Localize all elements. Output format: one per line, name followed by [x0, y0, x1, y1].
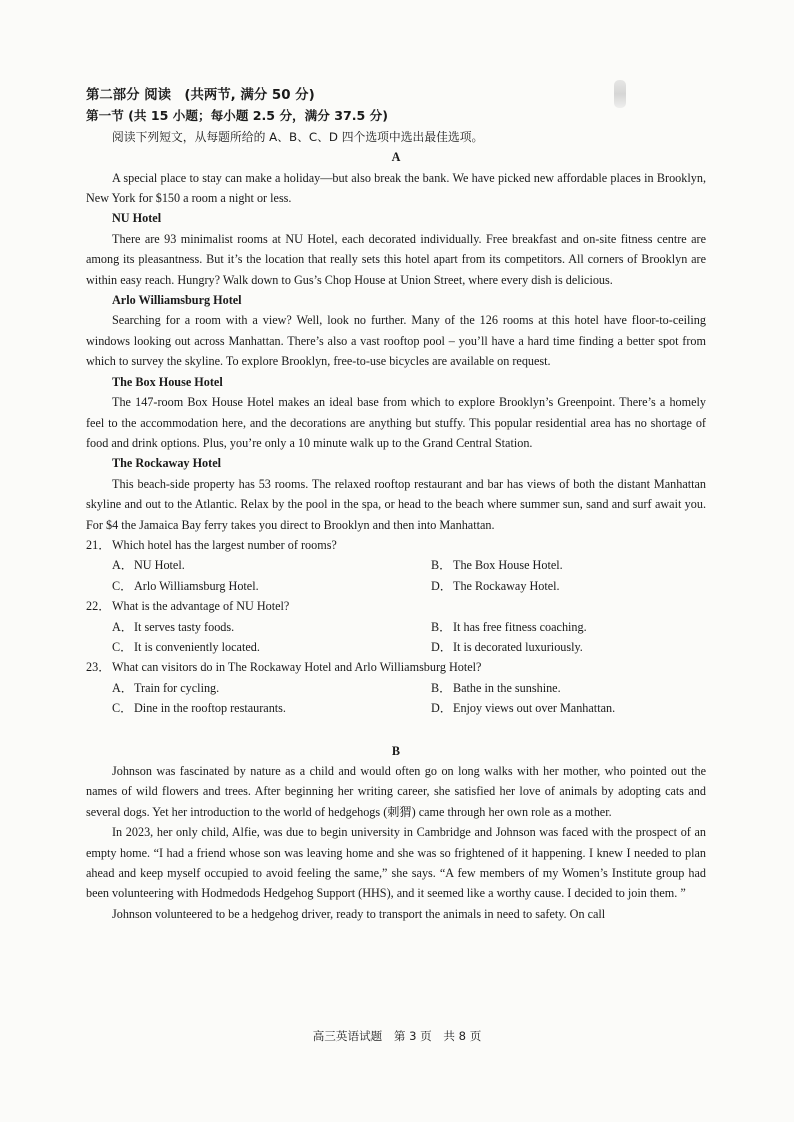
option-label: B． [431, 680, 452, 695]
question-number: 22． [86, 599, 111, 614]
hotel-block [86, 453, 706, 535]
passage-b-label: B [391, 743, 401, 758]
hotel-name: NU Hotel [112, 211, 162, 226]
option-text: The Box House Hotel. [453, 558, 563, 573]
passage-b-paragraph: Johnson was fascinated by nature as a child and would often go on long walks with her mother, who pointed out the names of wild flowers and trees. After beginning her writing career, she satisfied her love of animals by adopting cats and several dogs. Yet her introduction to the world of hedgehogs (刺猬) came through her own role as a mother. [86, 764, 706, 819]
question-text: What is the advantage of NU Hotel? [112, 599, 290, 614]
option [112, 698, 431, 718]
option-label: D． [431, 701, 452, 716]
option-label: D． [431, 578, 452, 593]
option-text: Dine in the rooftop restaurants. [134, 701, 286, 716]
option-text: It serves tasty foods. [134, 619, 235, 634]
option-text: NU Hotel. [134, 558, 185, 573]
options [86, 678, 706, 719]
hotel-text: There are 93 minimalist rooms at NU Hotel, each decorated individually. Free breakfast and on-site fitness centre are among its pleasantness. But it’s the location that really sets this hotel apart from its competitors. All corners of Brooklyn are within easy reach. Hungry? Walk down to Gus’s Chop House at Union Street, where every dish is delicious. [86, 231, 706, 287]
option-text: It is conveniently located. [134, 639, 260, 654]
option [112, 555, 431, 575]
option-text: Train for cycling. [134, 680, 220, 695]
question-number: 23． [86, 660, 111, 675]
hotel-name: Arlo Williamsburg Hotel [112, 293, 242, 308]
option-label: D． [431, 639, 452, 654]
option-label: C． [112, 578, 133, 593]
hotel-block [86, 372, 706, 454]
option-text: Enjoy views out over Manhattan. [453, 701, 616, 716]
question-text: What can visitors do in The Rockaway Hotel and Arlo Williamsburg Hotel? [112, 660, 482, 675]
option-text: Arlo Williamsburg Hotel. [134, 578, 259, 593]
hotel-text: Searching for a room with a view? Well, look no further. Many of the 126 rooms at this hotel have floor-to-ceiling windows looking out across Manhattan. There’s also a vast rooftop pool – you’ll have a hard time finding a better spot from which to survey the skyline. To explore Brooklyn, free-to-use bicycles are available on request. [86, 313, 706, 369]
part-title: 第二部分 阅读 (共两节, 满分 50 分) [86, 88, 315, 103]
passage-b-paragraph: Johnson volunteered to be a hedgehog driver, ready to transport the animals in need to safety. On call [112, 906, 606, 921]
option-label: C． [112, 639, 133, 654]
hotel-name: The Rockaway Hotel [112, 456, 222, 471]
option-label: A． [112, 680, 133, 695]
option [431, 698, 706, 718]
option [431, 555, 706, 575]
option-label: C． [112, 701, 133, 716]
passage-a-label: A [391, 150, 401, 165]
option [112, 617, 431, 637]
hotel-text: The 147-room Box House Hotel makes an ideal base from which to explore Brooklyn’s Greenpoint. There’s a homely feel to the accommodation here, and the decorations are anything but stuffy. This popular residential area has no shortage of food and drink options. Plus, you’re only a 10 minute walk up to the Grand Central Station. [86, 395, 706, 450]
hotel-name: The Box House Hotel [112, 374, 223, 389]
option-label: A． [112, 619, 133, 634]
question-stem [86, 535, 706, 555]
page-footer: 高三英语试题 第 3 页 共 8 页 [312, 1029, 482, 1043]
passage-b-paragraph: In 2023, her only child, Alfie, was due to begin university in Cambridge and Johnson was faced with the prospect of an empty home. “I had a friend whose son was leaving home and she was so frightened of it happening. I knew I needed to plan ahead and keep myself occupied to avoid feeling the same,” she says. “A few members of my Women’s Institute group had been volunteering with Hodmedods Hedgehog Support (HHS), and it seemed like a worthy cause. I decided to join them. ” [86, 825, 706, 901]
option [431, 576, 706, 596]
options [86, 555, 706, 596]
question-block [86, 535, 706, 596]
passage-a-intro: A special place to stay can make a holiday—but also break the bank. We have picked new affordable places in Brooklyn, New York for $150 a room a night or less. [86, 170, 706, 206]
option [431, 678, 706, 698]
hotel-text: This beach-side property has 53 rooms. The relaxed rooftop restaurant and bar has views of both the distant Manhattan skyline and out to the Atlantic. Relax by the pool in the spa, or head to the beach where summer sun, sand and surf await you. For $4 the Jamaica Bay ferry takes you direct to Brooklyn and then into Manhattan. [86, 476, 706, 532]
option [112, 576, 431, 596]
option-label: A． [112, 558, 133, 573]
question-block [86, 657, 706, 718]
hotel-block [86, 290, 706, 372]
exam-page [86, 86, 706, 924]
question-number: 21． [86, 537, 111, 552]
question-stem [86, 657, 706, 677]
option-label: B． [431, 619, 452, 634]
options [86, 617, 706, 658]
option-text: It has free fitness coaching. [453, 619, 587, 634]
question-stem [86, 596, 706, 616]
option [112, 637, 431, 657]
option [431, 617, 706, 637]
option [112, 678, 431, 698]
instruction: 阅读下列短文，从每题所给的 A、B、C、D 四个选项中选出最佳选项。 [112, 129, 484, 144]
option-text: It is decorated luxuriously. [453, 639, 583, 654]
option-text: The Rockaway Hotel. [453, 578, 560, 593]
option-text: Bathe in the sunshine. [453, 680, 561, 695]
question-text: Which hotel has the largest number of rooms? [112, 537, 337, 552]
question-block [86, 596, 706, 657]
option [431, 637, 706, 657]
section-title: 第一节 (共 15 小题；每小题 2.5 分，满分 37.5 分) [86, 108, 389, 124]
option-label: B． [431, 558, 452, 573]
hotel-block [86, 208, 706, 290]
